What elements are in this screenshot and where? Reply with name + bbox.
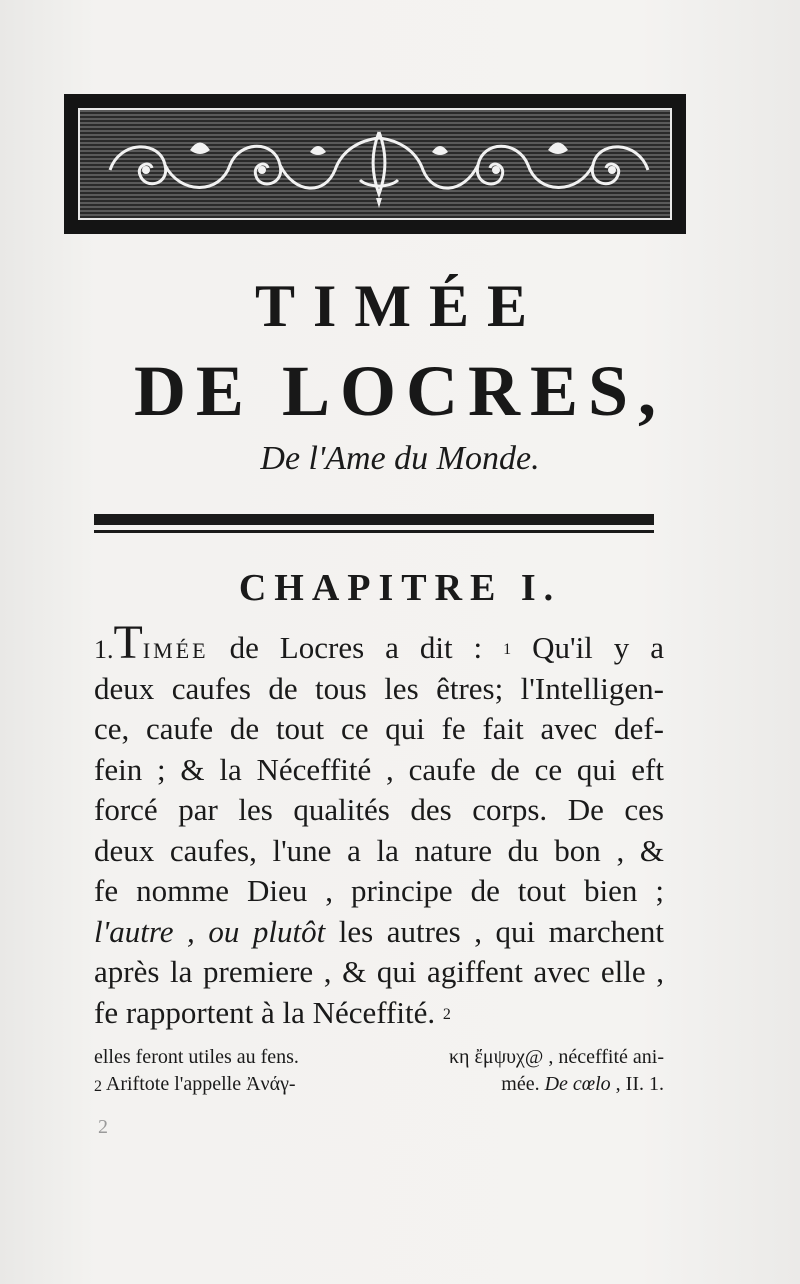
subtitle: De l'Ame du Monde. [260, 440, 540, 477]
thin-rule-divider [94, 530, 654, 533]
italic-segment: De cœlo [544, 1073, 611, 1095]
text-line-2: deux caufes de tous les êtres; l'Intelligen- [94, 670, 664, 706]
footnote-left [94, 1071, 296, 1098]
scroll-ornament-icon [80, 110, 672, 220]
title-line-2: DE LOCRES, [133, 351, 667, 431]
text-segment: Ariftote l'appelle Ἀνάγ- [102, 1073, 296, 1095]
footnote-right [501, 1071, 664, 1098]
footnote-line-1 [94, 1044, 664, 1071]
text-line-5: forcé par les qualités des corps. De ces [94, 792, 664, 827]
footnote-marker: 1 [503, 641, 512, 658]
text-segment: mée. [501, 1073, 545, 1095]
text-line-10 [94, 993, 664, 1034]
text-segment: fe rapportent à la Néceffité. [94, 994, 436, 1030]
text-line-1 [94, 616, 664, 669]
headpiece-frame [78, 108, 672, 220]
footnotes [94, 1044, 664, 1098]
ornamental-headpiece [64, 94, 686, 234]
text-line-3: ce, caufe de tout ce qui fe fait avec def- [94, 711, 664, 746]
footnote-line-2 [94, 1071, 664, 1098]
italic-segment: l'autre , ou plutôt [94, 913, 326, 949]
text-segment: les autres , qui marchent [325, 913, 664, 949]
paragraph-number: 1. [94, 635, 114, 664]
footnote-left: elles feront utiles au fens. [94, 1046, 299, 1068]
text-line-9: après la premiere , & qui agiffent avec elle , [94, 954, 664, 989]
title-line-1: TIMÉE [254, 273, 546, 339]
page-signature: 2 [98, 1116, 108, 1138]
thick-rule-divider [94, 514, 654, 525]
text-segment: de Locres a dit : [208, 630, 504, 665]
body-paragraph [94, 616, 664, 1033]
footnote-marker: 2 [94, 1078, 102, 1095]
footnote-marker: 2 [442, 1005, 451, 1023]
chapter-heading: CHAPITRE I. [238, 567, 562, 609]
text-segment: Qu'il y a [511, 630, 664, 665]
small-caps-word: IMÉE [142, 638, 209, 663]
text-segment: , II. 1. [610, 1073, 664, 1095]
drop-capital: T [113, 616, 143, 669]
text-line-6: deux caufes, l'une a la nature du bon , & [94, 832, 664, 868]
footnote-right: κη ἔμψυχ@ , néceffité ani- [448, 1046, 664, 1068]
text-line-4: fein ; & la Néceffité , caufe de ce qui eft [94, 751, 664, 787]
text-line-8 [94, 912, 664, 953]
text-line-7: fe nomme Dieu , principe de tout bien ; [94, 873, 664, 908]
